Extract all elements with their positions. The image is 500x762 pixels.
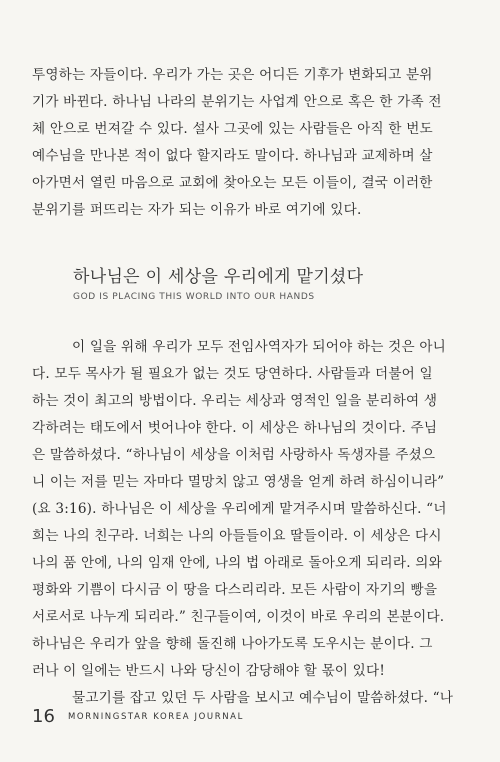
- text-line: 분위기를 퍼뜨리는 자가 되는 이유가 바로 여기에 있다.: [32, 202, 362, 218]
- text-line: 희는 나의 친구라. 너희는 나의 아들들이요 딸들이라. 이 세상은 다시: [32, 528, 442, 544]
- section-heading-english: GOD IS PLACING THIS WORLD INTO OUR HANDS: [73, 292, 315, 302]
- text-line: 기가 바뀐다. 하나님 나라의 분위기는 사업계 안으로 혹은 한 가족 전: [32, 94, 442, 110]
- text-line: 투영하는 자들이다. 우리가 가는 곳은 어디든 기후가 변화되고 분위: [32, 67, 433, 83]
- text-line: 니 이는 저를 믿는 자마다 멸망치 않고 영생을 얻게 하려 하심이니라”: [32, 474, 445, 490]
- section-heading-korean: 하나님은 이 세상을 우리에게 맡기셨다: [73, 267, 364, 287]
- page-footer: [32, 706, 244, 727]
- text-line: 하는 것이 최고의 방법이다. 우리는 세상과 영적인 일을 분리하여 생: [32, 393, 438, 409]
- text-line: 러나 이 일에는 반드시 나와 당신이 감당해야 할 몫이 있다!: [32, 663, 385, 679]
- text-line: 나의 품 안에, 나의 임재 안에, 나의 법 아래로 돌아오게 되리라. 의와: [32, 555, 442, 571]
- text-line: 아가면서 열린 마음으로 교회에 찾아오는 모든 이들이, 결국 이러한: [32, 175, 433, 191]
- paragraph-section-body: [32, 334, 472, 712]
- paragraph-continuation: [32, 62, 472, 224]
- page-number: 16: [32, 706, 55, 727]
- text-line: 서로서로 나누게 되리라.” 친구들이여, 이것이 바로 우리의 본분이다.: [32, 609, 445, 625]
- text-line: (요 3:16). 하나님은 이 세상을 우리에게 맡겨주시며 말씀하신다. “너: [32, 501, 447, 517]
- text-line: 물고기를 잡고 있던 두 사람을 보시고 예수님이 말씀하셨다. “나: [72, 690, 454, 706]
- text-line: 평화와 기쁨이 다시금 이 땅을 다스리리라. 모든 사람이 자기의 빵을: [32, 582, 438, 598]
- text-line: 체 안으로 번져갈 수 있다. 설사 그곳에 있는 사람들은 아직 한 번도: [32, 121, 433, 137]
- text-line: 예수님을 만나본 적이 없다 할지라도 말이다. 하나님과 교제하며 살: [32, 148, 433, 164]
- text-line: 하나님은 우리가 앞을 향해 돌진해 나아가도록 도우시는 분이다. 그: [32, 636, 433, 652]
- text-line: 각하려는 태도에서 벗어나야 한다. 이 세상은 하나님의 것이다. 주님: [32, 420, 438, 436]
- text-line: 다. 모두 목사가 될 필요가 없는 것도 당연하다. 사람들과 더불어 일: [32, 366, 433, 382]
- text-line: 이 일을 위해 우리가 모두 전임사역자가 되어야 하는 것은 아니: [72, 339, 446, 355]
- journal-name: MORNINGSTAR KOREA JOURNAL: [68, 711, 244, 722]
- text-line: 은 말씀하셨다. “하나님이 세상을 이처럼 사랑하사 독생자를 주셨으: [32, 447, 436, 463]
